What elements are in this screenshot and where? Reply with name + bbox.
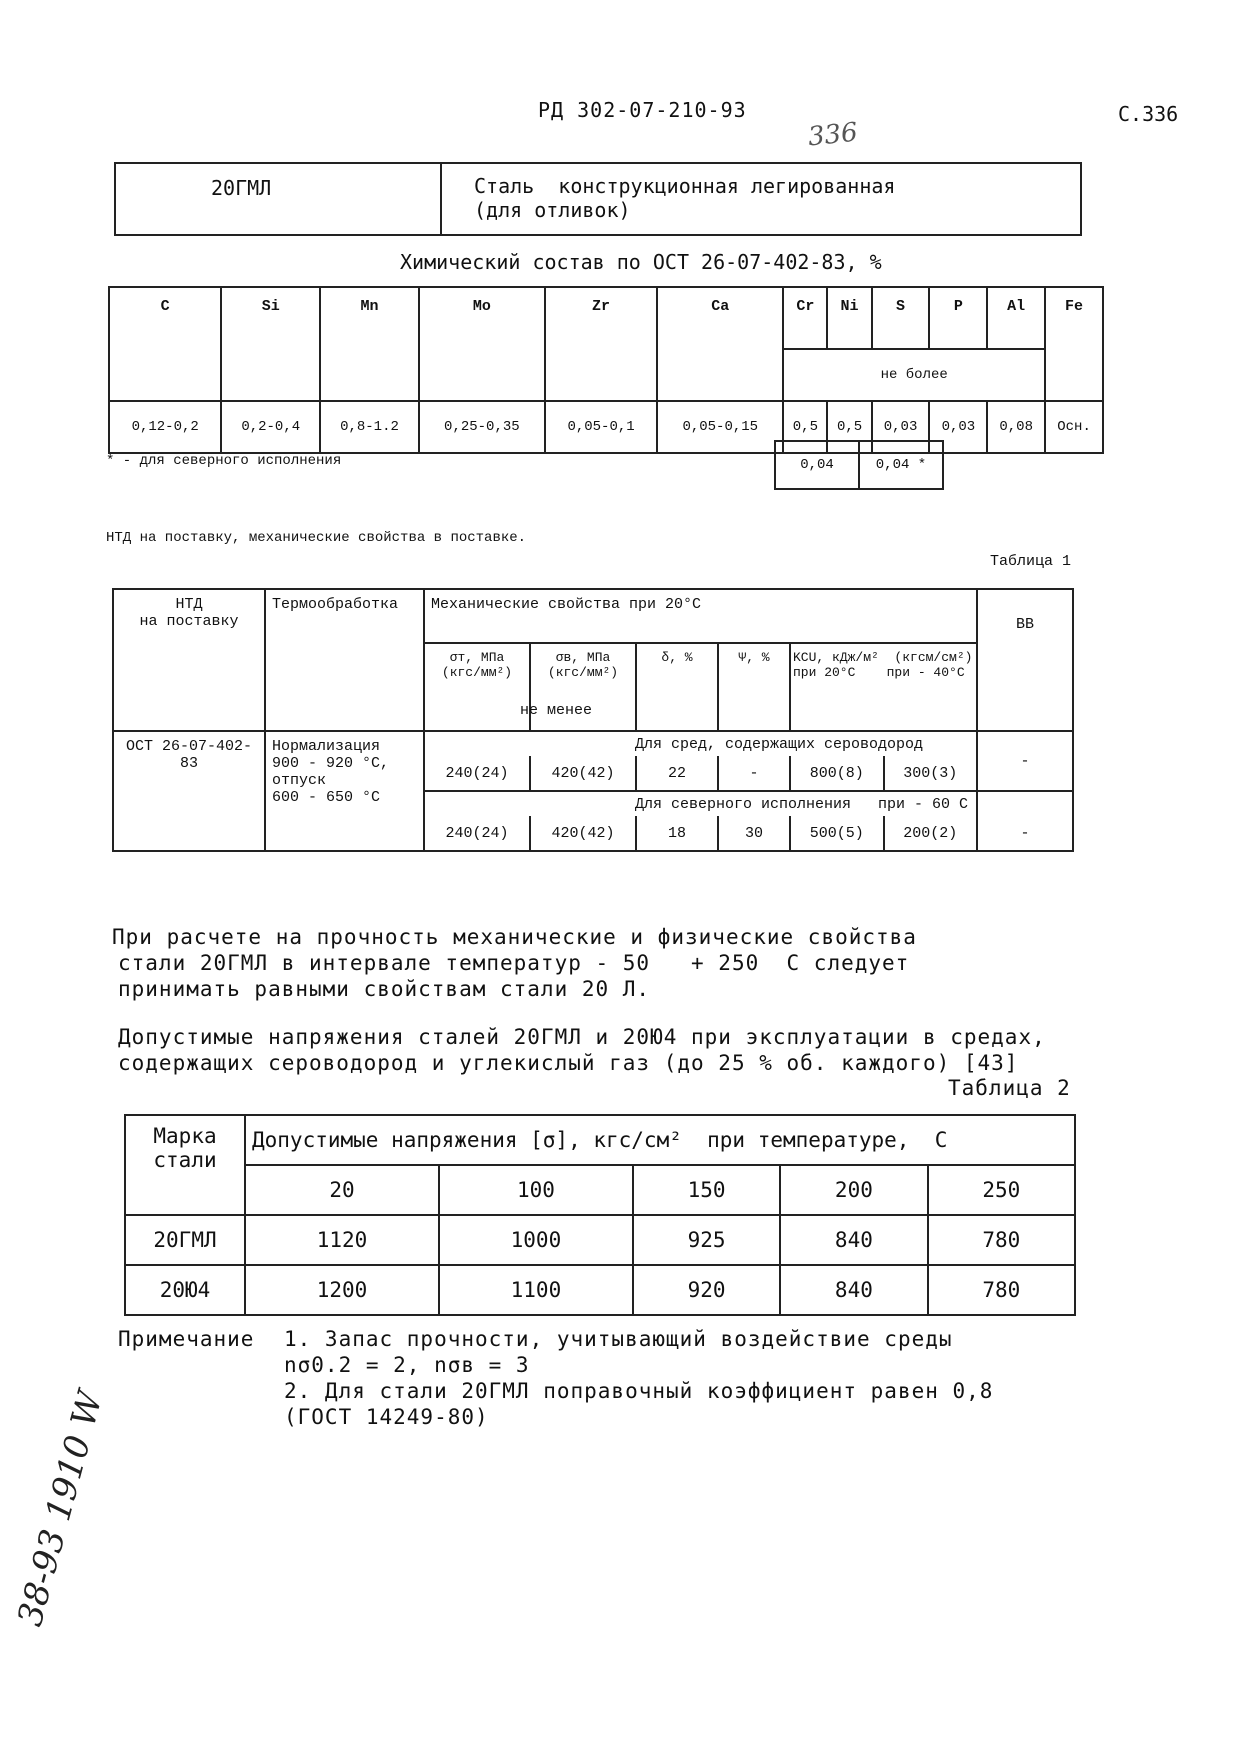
note-item-2-ref: (ГОСТ 14249-80)	[284, 1405, 489, 1429]
chem-col-header: Ca	[657, 287, 783, 401]
temp-header: 250	[928, 1165, 1075, 1215]
chem-value: 0,05-0,15	[657, 401, 783, 453]
stress-value: 1000	[439, 1215, 633, 1265]
stress-value: 920	[633, 1265, 780, 1315]
kcu-header: KCU, кДж/м² (кгсм/см²) при 20°С при - 40°С	[790, 643, 977, 731]
stress-value: 840	[780, 1215, 927, 1265]
temp-header: 200	[780, 1165, 927, 1215]
stress-col-header: Допустимые напряжения [σ], кгс/см² при температуре, С	[245, 1115, 1075, 1165]
stress-value: 780	[928, 1265, 1075, 1315]
steel-description: Сталь конструкционная легированная	[474, 174, 896, 198]
chem-value: 0,2-0,4	[221, 401, 320, 453]
steel-grade: 20ГМЛ	[211, 176, 272, 200]
calc-paragraph-line: принимать равными свойствам стали 20 Л.	[118, 977, 651, 1001]
bb-value-2: -	[977, 791, 1073, 851]
chem-col-header: Fe	[1045, 287, 1103, 401]
chem-col-header: Ni	[827, 287, 871, 349]
stress-value: 1100	[439, 1265, 633, 1315]
chem-col-header: Mo	[419, 287, 545, 401]
chem-header-row	[109, 287, 1103, 349]
chem-col-header: Al	[987, 287, 1045, 349]
temperature-row	[125, 1165, 1075, 1215]
chem-value: 0,25-0,35	[419, 401, 545, 453]
note-item-1: 1. Запас прочности, учитывающий воздействие среды	[284, 1327, 953, 1351]
allowable-stress-heading-line: содержащих сероводород и углекислый газ (до 25 % об. каждого) [43]	[118, 1051, 1019, 1075]
chem-value: 0,08	[987, 401, 1045, 453]
sigma-t-header: σт, МПа (кгс/мм²)	[424, 643, 530, 731]
table-row	[125, 1215, 1075, 1265]
psi-header: Ψ, %	[718, 643, 790, 731]
kcu20-value: 500(5)	[790, 816, 884, 851]
calc-paragraph-line: При расчете на прочность механические и физические свойства	[112, 925, 917, 949]
kcu60-value: 200(2)	[884, 816, 978, 851]
not-more-label: не более	[783, 349, 1045, 401]
allowable-stress-table	[124, 1114, 1076, 1316]
margin-handwritten-stamp: 38-93 1910 W	[10, 1387, 112, 1631]
kcu40-value: 300(3)	[884, 756, 978, 791]
chem-value: 0,5	[783, 401, 827, 453]
bb-value-1: -	[977, 731, 1073, 791]
temp-header: 100	[439, 1165, 633, 1215]
note-item-2: 2. Для стали 20ГМЛ поправочный коэффициент равен 0,8	[284, 1379, 994, 1403]
kcu20-value: 800(8)	[790, 756, 884, 791]
stress-value: 840	[780, 1265, 927, 1315]
chem-col-header: S	[872, 287, 930, 349]
title-box	[114, 162, 1082, 236]
chem-composition-table	[108, 286, 1104, 454]
grade-col-header: Марка стали	[125, 1115, 245, 1215]
col-bb-header: ВВ	[977, 589, 1073, 731]
delta-value: 22	[636, 756, 718, 791]
allowable-stress-heading-line: Допустимые напряжения сталей 20ГМЛ и 20Ю4 при эксплуатации в средах,	[118, 1025, 1046, 1049]
psi-value: -	[718, 756, 790, 791]
chem-value: 0,03	[872, 401, 930, 453]
table1-label: Таблица 1	[990, 553, 1072, 570]
delta-value: 18	[636, 816, 718, 851]
steel-description-sub: (для отливок)	[474, 198, 631, 222]
mechanical-properties-table	[112, 588, 1074, 852]
chem-composition-heading: Химический состав по ОСТ 26-07-402-83, %	[400, 250, 882, 274]
north-values-table	[774, 440, 944, 490]
north-subheading: Для северного исполнения при - 60 С	[424, 791, 977, 816]
psi-value: 30	[718, 816, 790, 851]
grade-cell: 20Ю4	[125, 1265, 245, 1315]
chem-value: Осн.	[1045, 401, 1103, 453]
chem-values-row	[109, 401, 1103, 453]
chem-col-header: C	[109, 287, 221, 401]
north-value-p: 0,04 *	[859, 441, 943, 489]
document-code: РД 302-07-210-93	[538, 98, 747, 122]
grade-cell: 20ГМЛ	[125, 1215, 245, 1265]
chem-value: 0,5	[827, 401, 871, 453]
table2-label: Таблица 2	[948, 1076, 1071, 1100]
col-mech-header: Механические свойства при 20°С	[424, 589, 977, 643]
delta-header: δ, %	[636, 643, 718, 731]
page-number: С.336	[1118, 102, 1179, 126]
stress-value: 925	[633, 1215, 780, 1265]
north-footnote: * - для северного исполнения	[106, 453, 342, 469]
stress-header-row	[125, 1115, 1075, 1165]
note-label: Примечание	[118, 1327, 255, 1351]
ntd-value: ОСТ 26-07-402- 83	[113, 731, 265, 851]
chem-value: 0,05-0,1	[545, 401, 657, 453]
mech-row-1	[113, 731, 1073, 756]
sigma-b-value: 420(42)	[530, 756, 636, 791]
sigma-b-value: 420(42)	[530, 816, 636, 851]
chem-col-header: Si	[221, 287, 320, 401]
chem-value: 0,12-0,2	[109, 401, 221, 453]
chem-col-header: Mn	[320, 287, 419, 401]
title-divider	[440, 164, 442, 234]
temp-header: 150	[633, 1165, 780, 1215]
not-less-label: не менее	[520, 702, 593, 719]
heat-treatment-value: Нормализация 900 - 920 °С, отпуск 600 - 650 °С	[265, 731, 424, 851]
mech-header-row	[113, 589, 1073, 643]
sigma-b-header: σв, МПа (кгс/мм²)	[530, 643, 636, 731]
stress-value: 1200	[245, 1265, 439, 1315]
chem-value: 0,8-1.2	[320, 401, 419, 453]
chem-col-header: Cr	[783, 287, 827, 349]
safety-factor-formula: nσ0.2 = 2, nσв = 3	[284, 1353, 530, 1377]
calc-paragraph-line: стали 20ГМЛ в интервале температур - 50 + 250 С следует	[118, 951, 910, 975]
temp-header: 20	[245, 1165, 439, 1215]
table-row	[125, 1265, 1075, 1315]
env-subheading: Для сред, содержащих сероводород	[424, 731, 977, 756]
col-ntd-header: НТД на поставку	[113, 589, 265, 731]
chem-col-header: Zr	[545, 287, 657, 401]
handwritten-page-number: 336	[806, 117, 860, 153]
sigma-t-value: 240(24)	[424, 756, 530, 791]
col-heat-treatment-header: Термообработка	[265, 589, 424, 731]
chem-value: 0,03	[929, 401, 987, 453]
ntd-heading: НТД на поставку, механические свойства в поставке.	[106, 530, 527, 546]
sigma-t-value: 240(24)	[424, 816, 530, 851]
stress-value: 780	[928, 1215, 1075, 1265]
stress-value: 1120	[245, 1215, 439, 1265]
chem-col-header: P	[929, 287, 987, 349]
north-value-s: 0,04	[775, 441, 859, 489]
